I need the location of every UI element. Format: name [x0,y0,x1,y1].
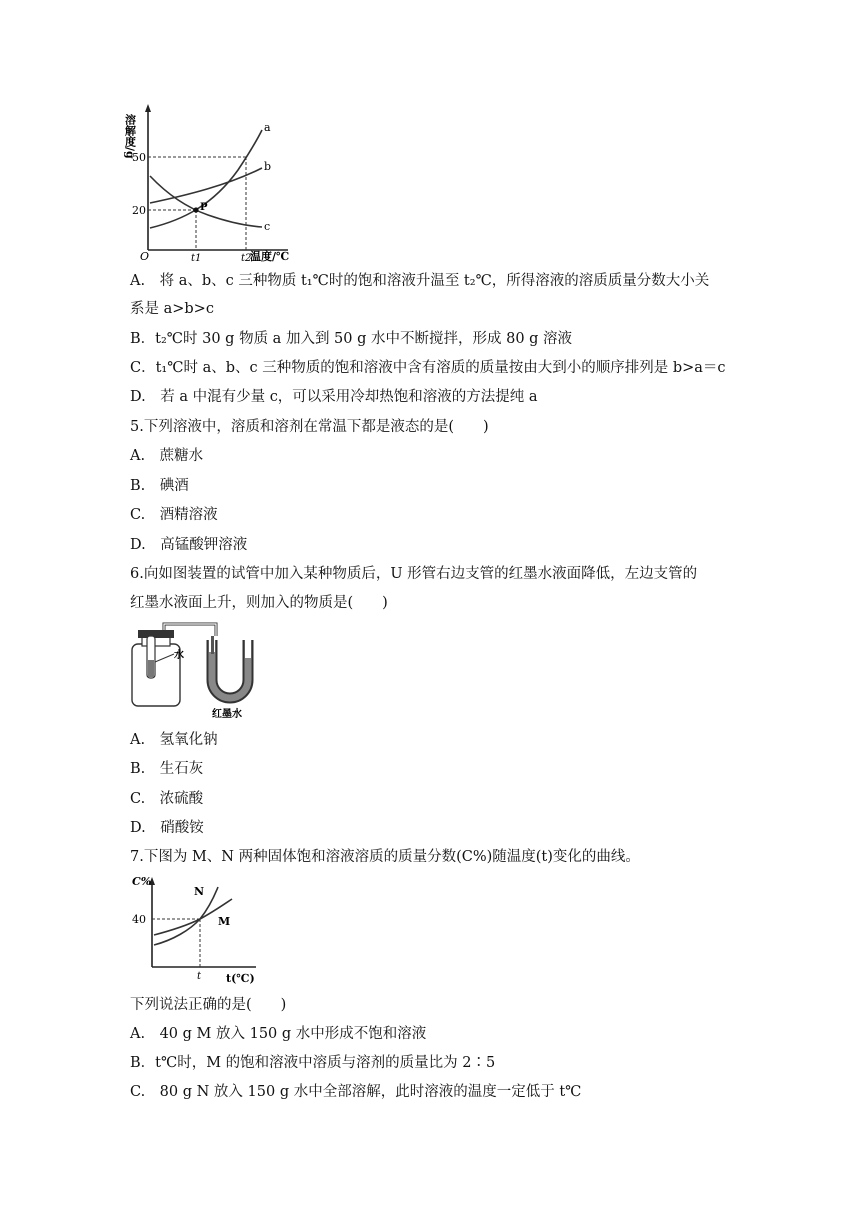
q5-option-c: C. 酒精溶液 [130,507,218,523]
q6-option-b: B. 生石灰 [130,761,204,777]
tube-content [148,660,154,677]
q5-option-b: B. 碘酒 [130,478,189,494]
curve-a-label: a [264,121,271,134]
ytick-20: 20 [132,204,146,217]
ytick-40: 40 [132,913,146,926]
q4-option-a-line2: 系是 a>b>c [130,301,214,317]
xtick-t2: t2 [241,253,252,264]
x-axis-label: t(℃) [226,972,255,985]
q6-stem-line2: 红墨水液面上升，则加入的物质是( ) [130,595,388,611]
curve-n [154,887,218,945]
q5-option-d: D. 高锰酸钾溶液 [130,537,248,553]
x-axis-label: 温度/℃ [250,250,290,263]
stopper [138,630,174,638]
point-p [193,207,198,212]
q6-option-a: A. 氢氧化钠 [130,732,218,748]
curve-b [150,168,262,203]
q4-option-b: B．t₂℃时 30 g 物质 a 加入到 50 g 水中不断搅拌，形成 80 g 溶液 [130,331,573,347]
curve-n-label: N [194,885,205,898]
curve-m-label: M [218,915,231,928]
solubility-figure [123,100,298,264]
y-axis-label: 溶解度/g [123,114,137,159]
curve-a [150,130,262,228]
q6-option-c: C. 浓硫酸 [130,791,204,807]
point-p-label: P [200,202,208,213]
q7-option-b: B．t℃时，M 的饱和溶液中溶质与溶剂的质量比为 2∶5 [130,1055,496,1071]
ytick-50: 50 [132,151,146,164]
y-axis-arrow [145,104,151,112]
origin-label: O [140,250,150,263]
q7-stem: 7.下图为 M、N 两种固体饱和溶液溶质的质量分数(C%)随温度(t)变化的曲线。 [130,849,640,865]
q4-option-a-line1: A. 将 a、b、c 三种物质 t₁℃时的饱和溶液升温至 t₂℃，所得溶液的溶质质量分数大小关 [130,273,710,289]
xtick-t: t [197,971,202,982]
q5-option-a: A. 蔗糖水 [130,448,204,464]
q7-option-a: A. 40 g M 放入 150 g 水中形成不饱和溶液 [130,1026,427,1042]
y-axis-label: C% [132,875,152,888]
q7-option-c: C. 80 g N 放入 150 g 水中全部溶解，此时溶液的温度一定低于 t℃ [130,1084,582,1100]
q7-question: 下列说法正确的是( ) [130,997,287,1013]
q5-stem: 5.下列溶液中，溶质和溶剂在常温下都是液态的是( ) [130,419,489,435]
apparatus-figure [128,622,268,722]
q6-option-d: D. 硝酸铵 [130,820,204,836]
curve-c-label: c [264,220,271,233]
q4-option-d: D. 若 a 中混有少量 c，可以采用冷却热饱和溶液的方法提纯 a [130,389,538,405]
q6-stem-line1: 6.向如图装置的试管中加入某种物质后，U 形管右边支管的红墨水液面降低，左边支管的 [130,566,698,582]
water-label: 水 [174,650,184,661]
curve-b-label: b [264,160,272,173]
bottle [132,644,180,706]
xtick-t1: t1 [191,253,202,264]
q4-option-c: C．t₁℃时 a、b、c 三种物质的饱和溶液中含有溶质的质量按由大到小的顺序排列是 b>a＝c [130,360,726,376]
mass-fraction-figure [128,875,263,985]
ink-label: 红墨水 [212,709,242,720]
